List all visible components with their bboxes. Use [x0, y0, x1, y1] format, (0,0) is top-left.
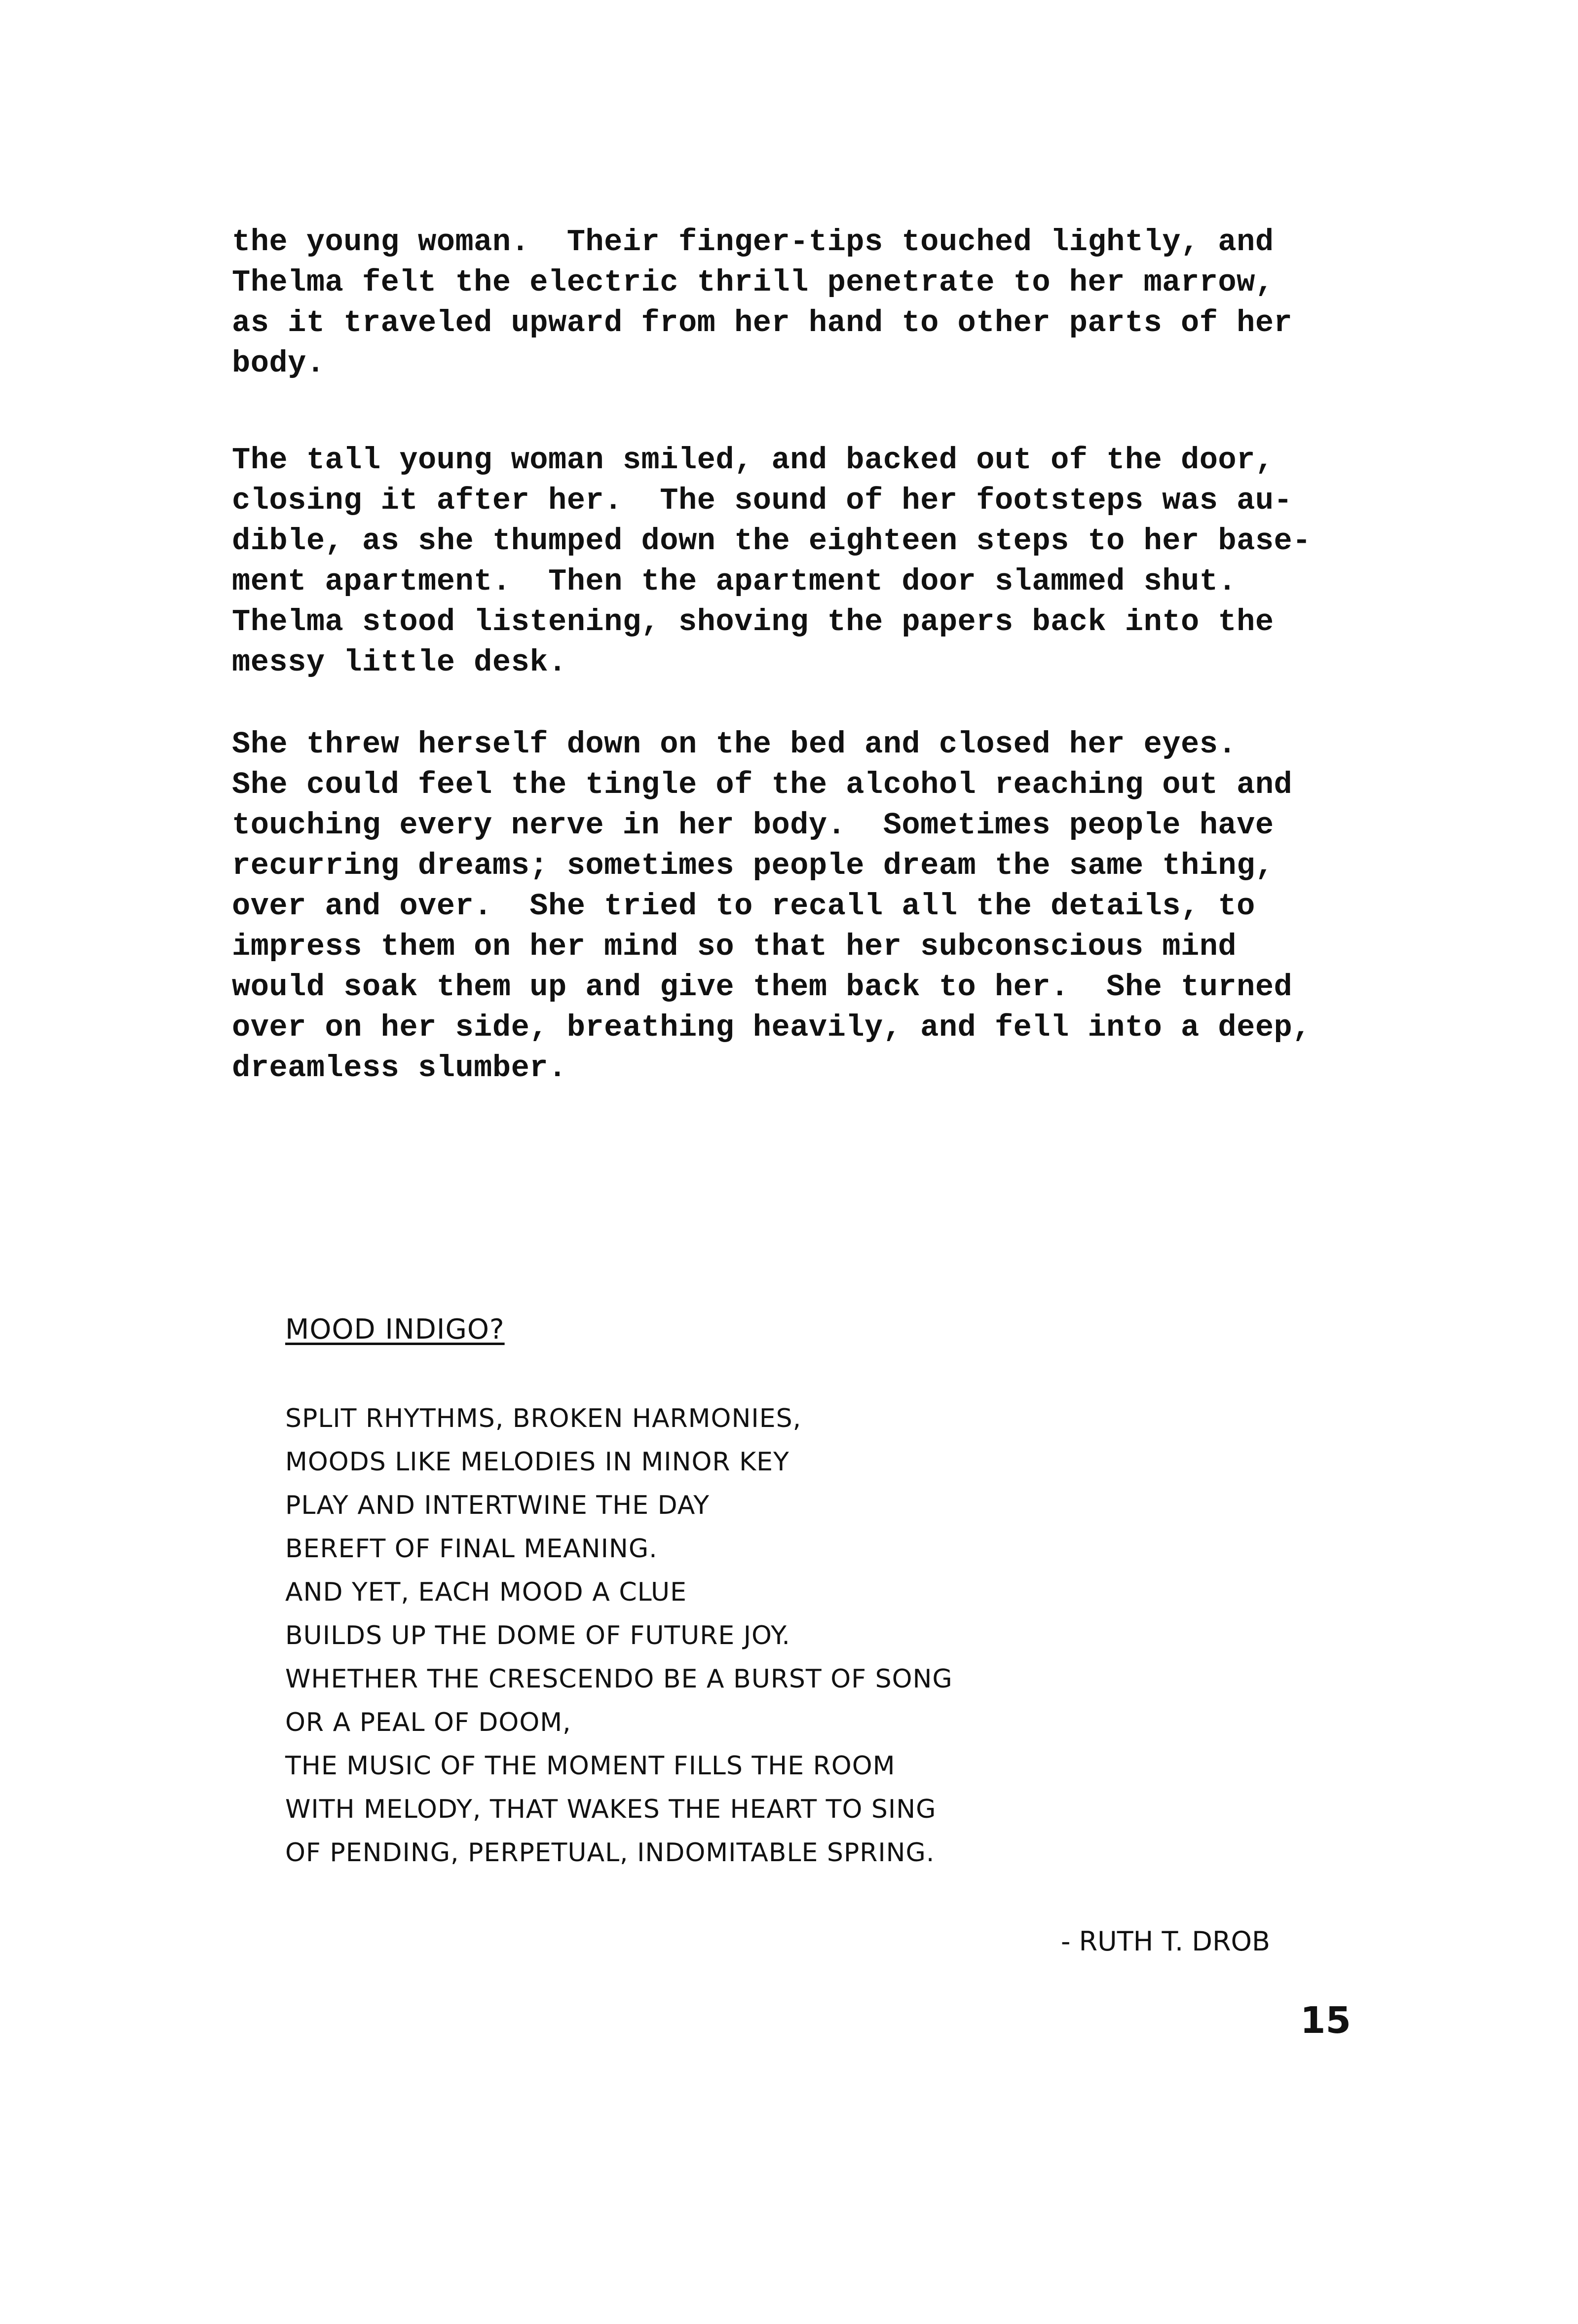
poem-line-2: MOODS LIKE MELODIES IN MINOR KEY [285, 1447, 789, 1477]
story-paragraph-3-line-5: over and over. She tried to recall all the details, to [232, 889, 1255, 924]
story-paragraph-3-line-7: would soak them up and give them back to her. She turned [232, 970, 1293, 1005]
story-paragraph-3-line-6: impress them on her mind so that her subconscious mind [232, 929, 1237, 964]
story-paragraph-2-line-5: Thelma stood listening, shoving the papers back into the [232, 604, 1274, 639]
poem-attribution: - RUTH T. DROB [1061, 1926, 1271, 1957]
poem-line-4: BEREFT OF FINAL MEANING. [285, 1534, 658, 1564]
story-paragraph-2-line-2: closing it after her. The sound of her footsteps was au- [232, 483, 1293, 518]
story-paragraph-3-line-4: recurring dreams; sometimes people dream the same thing, [232, 848, 1274, 883]
poem-line-11: OF PENDING, PERPETUAL, INDOMITABLE SPRING. [285, 1838, 935, 1868]
story-paragraph-3-line-1: She threw herself down on the bed and closed her eyes. [232, 727, 1237, 762]
story-paragraph-3-line-2: She could feel the tingle of the alcohol reaching out and [232, 767, 1293, 802]
page-number: 15 [1300, 1999, 1351, 2042]
story-paragraph-2-line-3: dible, as she thumped down the eighteen steps to her base- [232, 524, 1311, 559]
story-paragraph-2-line-1: The tall young woman smiled, and backed out of the door, [232, 443, 1274, 478]
poem-line-3: PLAY AND INTERTWINE THE DAY [285, 1491, 710, 1520]
poem-line-9: THE MUSIC OF THE MOMENT FILLS THE ROOM [285, 1751, 896, 1781]
story-paragraph-3-line-9: dreamless slumber. [232, 1050, 567, 1086]
story-paragraph-1-line-1: the young woman. Their finger-tips touched lightly, and [232, 225, 1274, 260]
story-paragraph-1-line-3: as it traveled upward from her hand to other parts of her [232, 305, 1293, 340]
poem-title: MOOD INDIGO? [285, 1313, 505, 1346]
story-paragraph-1-line-2: Thelma felt the electric thrill penetrate to her marrow, [232, 265, 1274, 300]
poem-line-6: BUILDS UP THE DOME OF FUTURE JOY. [285, 1621, 790, 1650]
story-paragraph-2-line-4: ment apartment. Then the apartment door slammed shut. [232, 564, 1237, 599]
poem-line-1: SPLIT RHYTHMS, BROKEN HARMONIES, [285, 1404, 802, 1433]
poem-line-7: WHETHER THE CRESCENDO BE A BURST OF SONG [285, 1664, 953, 1694]
story-paragraph-2-line-6: messy little desk. [232, 645, 567, 680]
poem-line-10: WITH MELODY, THAT WAKES THE HEART TO SING [285, 1795, 937, 1824]
poem-line-8: OR A PEAL OF DOOM, [285, 1708, 571, 1737]
story-paragraph-3-line-3: touching every nerve in her body. Sometimes people have [232, 808, 1274, 843]
story-paragraph-3-line-8: over on her side, breathing heavily, and fell into a deep, [232, 1010, 1311, 1045]
poem-line-5: AND YET, EACH MOOD A CLUE [285, 1577, 687, 1607]
story-paragraph-1-line-4: body. [232, 346, 325, 381]
